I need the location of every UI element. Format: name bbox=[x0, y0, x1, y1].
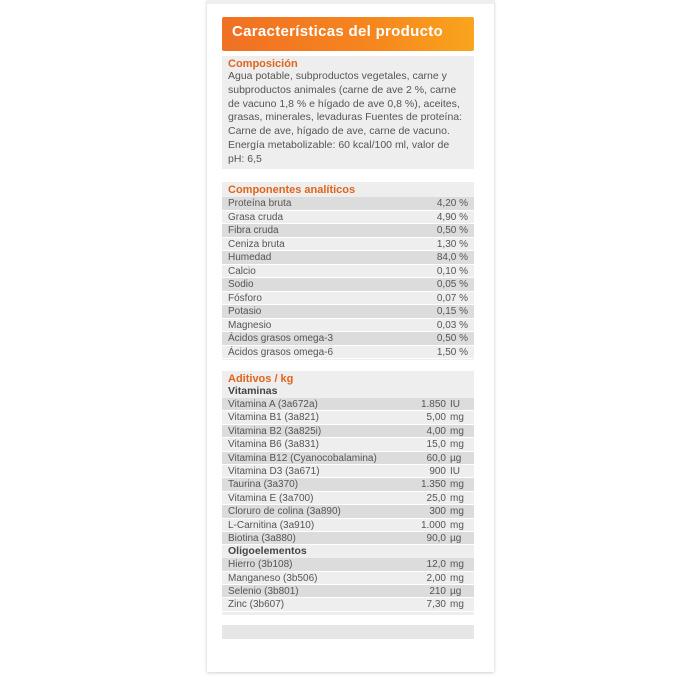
row-label: Vitamina B2 (3a825i) bbox=[228, 425, 322, 437]
row-unit: IU bbox=[450, 399, 460, 410]
row-value: 15,0 bbox=[426, 439, 446, 451]
row-value: 0,15 % bbox=[436, 306, 468, 317]
row-unit: mg bbox=[450, 479, 464, 491]
table-row bbox=[222, 346, 474, 360]
table-row bbox=[222, 519, 474, 532]
row-amount bbox=[398, 559, 472, 570]
row-label: Manganeso (3b506) bbox=[228, 572, 318, 584]
row-unit: µg bbox=[450, 532, 462, 544]
page-title: Características del producto bbox=[232, 23, 443, 40]
row-amount bbox=[398, 599, 472, 610]
table-row bbox=[222, 452, 474, 465]
row-value: 90,0 bbox=[426, 532, 446, 544]
table-row bbox=[222, 585, 474, 598]
row-amount bbox=[398, 533, 472, 544]
analytical-table bbox=[222, 197, 474, 359]
table-row bbox=[222, 224, 474, 238]
row-label: Hierro (3b108) bbox=[228, 559, 293, 571]
footer-bar bbox=[222, 625, 474, 639]
row-value: 0,03 % bbox=[436, 319, 468, 331]
row-unit: mg bbox=[450, 492, 464, 504]
row-amount bbox=[398, 479, 472, 490]
row-amount bbox=[398, 412, 472, 423]
row-label: Vitamina D3 (3a671) bbox=[228, 465, 320, 477]
row-value: 1.850 bbox=[420, 399, 446, 410]
table-row bbox=[222, 292, 474, 306]
row-value: 4,90 % bbox=[436, 211, 468, 223]
table-row bbox=[222, 238, 474, 252]
row-label: Vitamina A (3a672a) bbox=[228, 399, 318, 410]
table-row bbox=[222, 251, 474, 265]
row-value: 7,30 bbox=[426, 599, 446, 611]
row-label: Grasa cruda bbox=[228, 211, 284, 223]
table-row bbox=[222, 532, 474, 545]
table-row bbox=[222, 411, 474, 424]
table-row bbox=[222, 478, 474, 491]
row-amount bbox=[398, 586, 472, 597]
row-value: 60,0 bbox=[426, 452, 446, 464]
row-amount bbox=[398, 466, 472, 477]
row-amount bbox=[398, 493, 472, 504]
table-row bbox=[222, 197, 474, 211]
row-label: Vitamina B6 (3a831) bbox=[228, 439, 319, 451]
row-label: Vitamina B12 (Cyanocobalamina) bbox=[228, 452, 377, 464]
row-amount bbox=[398, 439, 472, 450]
row-value: 5,00 bbox=[426, 412, 446, 424]
row-value: 1.000 bbox=[420, 519, 446, 531]
composition-title: Composición bbox=[228, 58, 298, 70]
row-unit: mg bbox=[450, 425, 464, 437]
row-label: Cloruro de colina (3a890) bbox=[228, 506, 341, 518]
table-row bbox=[222, 492, 474, 505]
row-unit: mg bbox=[450, 519, 464, 531]
row-value: 4,20 % bbox=[436, 198, 468, 209]
row-value: 2,00 bbox=[426, 572, 446, 584]
table-row bbox=[222, 572, 474, 585]
row-unit: µg bbox=[450, 586, 462, 598]
row-label: Ácidos grasos omega-6 bbox=[228, 346, 334, 358]
table-row bbox=[222, 278, 474, 292]
row-label: Vitamina E (3a700) bbox=[228, 492, 314, 504]
row-label: Potasio bbox=[228, 306, 262, 317]
row-amount bbox=[398, 573, 472, 584]
row-value: 12,0 bbox=[426, 559, 446, 571]
row-label: Biotina (3a880) bbox=[228, 532, 296, 544]
row-unit: mg bbox=[450, 412, 464, 424]
row-label: Taurina (3a370) bbox=[228, 479, 299, 491]
row-unit: IU bbox=[450, 465, 460, 477]
row-value: 0,50 % bbox=[436, 225, 468, 236]
additives-table bbox=[222, 385, 474, 612]
additives-title: Aditivos / kg bbox=[228, 373, 294, 385]
row-unit: mg bbox=[450, 572, 464, 584]
row-amount bbox=[398, 506, 472, 517]
row-value: 0,10 % bbox=[436, 265, 468, 277]
table-row bbox=[222, 438, 474, 451]
row-value: 0,50 % bbox=[436, 333, 468, 344]
composition-section bbox=[222, 56, 474, 169]
row-amount bbox=[398, 520, 472, 531]
table-row bbox=[222, 505, 474, 518]
row-unit: mg bbox=[450, 559, 464, 571]
table-row bbox=[222, 558, 474, 571]
row-label: Ceniza bruta bbox=[228, 238, 285, 250]
row-amount bbox=[398, 453, 472, 464]
row-label: Proteína bruta bbox=[228, 198, 292, 209]
row-value: 25,0 bbox=[426, 492, 446, 504]
row-label: Fósforo bbox=[228, 292, 262, 304]
row-value: 1,50 % bbox=[436, 346, 468, 358]
row-value: 4,00 bbox=[426, 425, 446, 437]
row-value: 1,30 % bbox=[436, 238, 468, 250]
card-top-edge bbox=[207, 0, 494, 4]
row-amount bbox=[398, 399, 472, 410]
additives-section bbox=[222, 371, 474, 615]
row-label: Calcio bbox=[228, 265, 256, 277]
row-value: 300 bbox=[429, 506, 446, 518]
row-label: Vitamina B1 (3a821) bbox=[228, 412, 319, 424]
trace-elements-title: Oligoelementos bbox=[228, 545, 307, 558]
analytical-section bbox=[222, 182, 474, 360]
row-value: 900 bbox=[429, 465, 446, 477]
row-label: Selenio (3b801) bbox=[228, 586, 299, 598]
row-value: 1.350 bbox=[420, 479, 446, 491]
row-unit: mg bbox=[450, 439, 464, 451]
row-unit: µg bbox=[450, 452, 462, 464]
row-amount bbox=[398, 426, 472, 437]
table-row bbox=[222, 319, 474, 333]
table-row bbox=[222, 465, 474, 478]
row-label: Zinc (3b607) bbox=[228, 599, 285, 611]
vitamins-list bbox=[222, 398, 474, 545]
vitamins-title: Vitaminas bbox=[228, 385, 278, 397]
row-label: Humedad bbox=[228, 252, 272, 263]
trace-elements-list bbox=[222, 558, 474, 612]
row-label: L-Carnitina (3a910) bbox=[228, 519, 315, 531]
row-label: Magnesio bbox=[228, 319, 272, 331]
table-row bbox=[222, 211, 474, 225]
composition-text: Agua potable, subproductos vegetales, carne y subproductos animales (carne de ave 2 %, carne de vacuno 1,8 % e hígado de ave 0,8 %), aceites, grasas, minerales, levaduras Fuentes de proteína: Carne de ave, hígado de ave, carne de vacuno. Energía metabolizable: 60 kcal/100 ml, valor de pH: 6,5 bbox=[228, 70, 463, 165]
row-value: 210 bbox=[429, 586, 446, 598]
table-row bbox=[222, 598, 474, 611]
row-label: Ácidos grasos omega-3 bbox=[228, 333, 334, 344]
table-row bbox=[222, 305, 474, 319]
row-value: 0,07 % bbox=[436, 292, 468, 304]
table-row bbox=[222, 398, 474, 411]
product-header bbox=[222, 17, 474, 51]
row-value: 0,05 % bbox=[436, 279, 468, 290]
table-row bbox=[222, 332, 474, 346]
row-unit: mg bbox=[450, 506, 464, 518]
row-unit: mg bbox=[450, 599, 464, 611]
table-row bbox=[222, 425, 474, 438]
row-value: 84,0 % bbox=[436, 252, 468, 263]
table-row bbox=[222, 265, 474, 279]
analytical-title: Componentes analíticos bbox=[228, 184, 356, 196]
row-label: Sodio bbox=[228, 279, 254, 290]
row-label: Fibra cruda bbox=[228, 225, 279, 236]
